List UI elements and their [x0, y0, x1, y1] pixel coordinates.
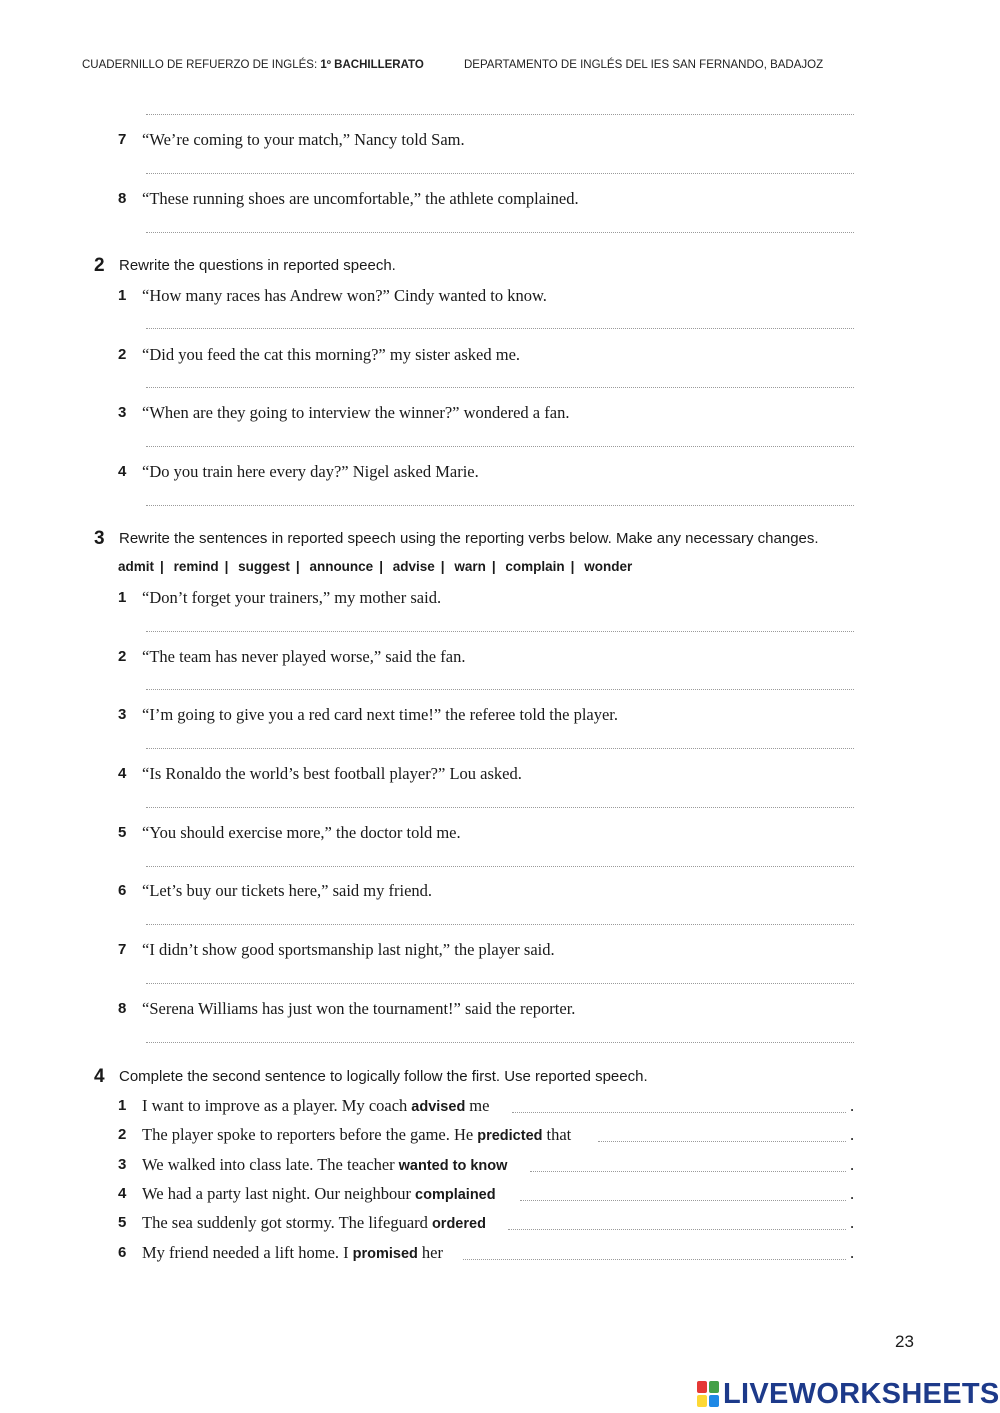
completion-item: 3 We walked into class late. The teacher wanted to know . [118, 1155, 855, 1174]
answer-line[interactable] [530, 1171, 846, 1172]
brand-name: LIVEWORKSHEETS [723, 1377, 1000, 1410]
answer-line[interactable] [146, 748, 854, 749]
answer-line[interactable] [146, 983, 854, 984]
answer-line[interactable] [508, 1229, 846, 1230]
answer-line[interactable] [146, 387, 854, 388]
header-right: DEPARTAMENTO DE INGLÉS DEL IES SAN FERNANDO, BADAJOZ [464, 59, 824, 71]
answer-line[interactable] [146, 173, 854, 174]
page-number: 23 [895, 1332, 914, 1351]
answer-line[interactable] [146, 114, 854, 115]
completion-item: 6 My friend needed a lift home. I promised her . [118, 1243, 855, 1262]
liveworksheets-logo [697, 1376, 1000, 1412]
answer-line[interactable] [146, 866, 854, 867]
answer-line[interactable] [146, 689, 854, 690]
answer-line[interactable] [146, 328, 854, 329]
liveworksheets-icon [697, 1381, 719, 1407]
answer-line[interactable] [146, 631, 854, 632]
answer-line[interactable] [146, 1042, 854, 1043]
answer-line[interactable] [520, 1200, 846, 1201]
reporting-verbs-box: admit | remind | suggest | announce | advise | warn | complain | wonder [118, 559, 633, 574]
answer-line[interactable] [146, 924, 854, 925]
completion-item: 2 The player spoke to reporters before the game. He predicted that . [118, 1125, 855, 1144]
answer-line[interactable] [146, 807, 854, 808]
completion-item: 1 I want to improve as a player. My coach advised me . [118, 1096, 855, 1115]
answer-line[interactable] [146, 232, 854, 233]
header-left: CUADERNILLO DE REFUERZO DE INGLÉS: 1º BACHILLERATO [82, 59, 424, 71]
completion-item: 5 The sea suddenly got stormy. The lifeguard ordered . [118, 1213, 855, 1232]
answer-line[interactable] [146, 446, 854, 447]
answer-line[interactable] [146, 505, 854, 506]
answer-line[interactable] [463, 1259, 846, 1260]
answer-line[interactable] [512, 1112, 846, 1113]
answer-line[interactable] [598, 1141, 846, 1142]
completion-item: 4 We had a party last night. Our neighbour complained . [118, 1184, 855, 1203]
